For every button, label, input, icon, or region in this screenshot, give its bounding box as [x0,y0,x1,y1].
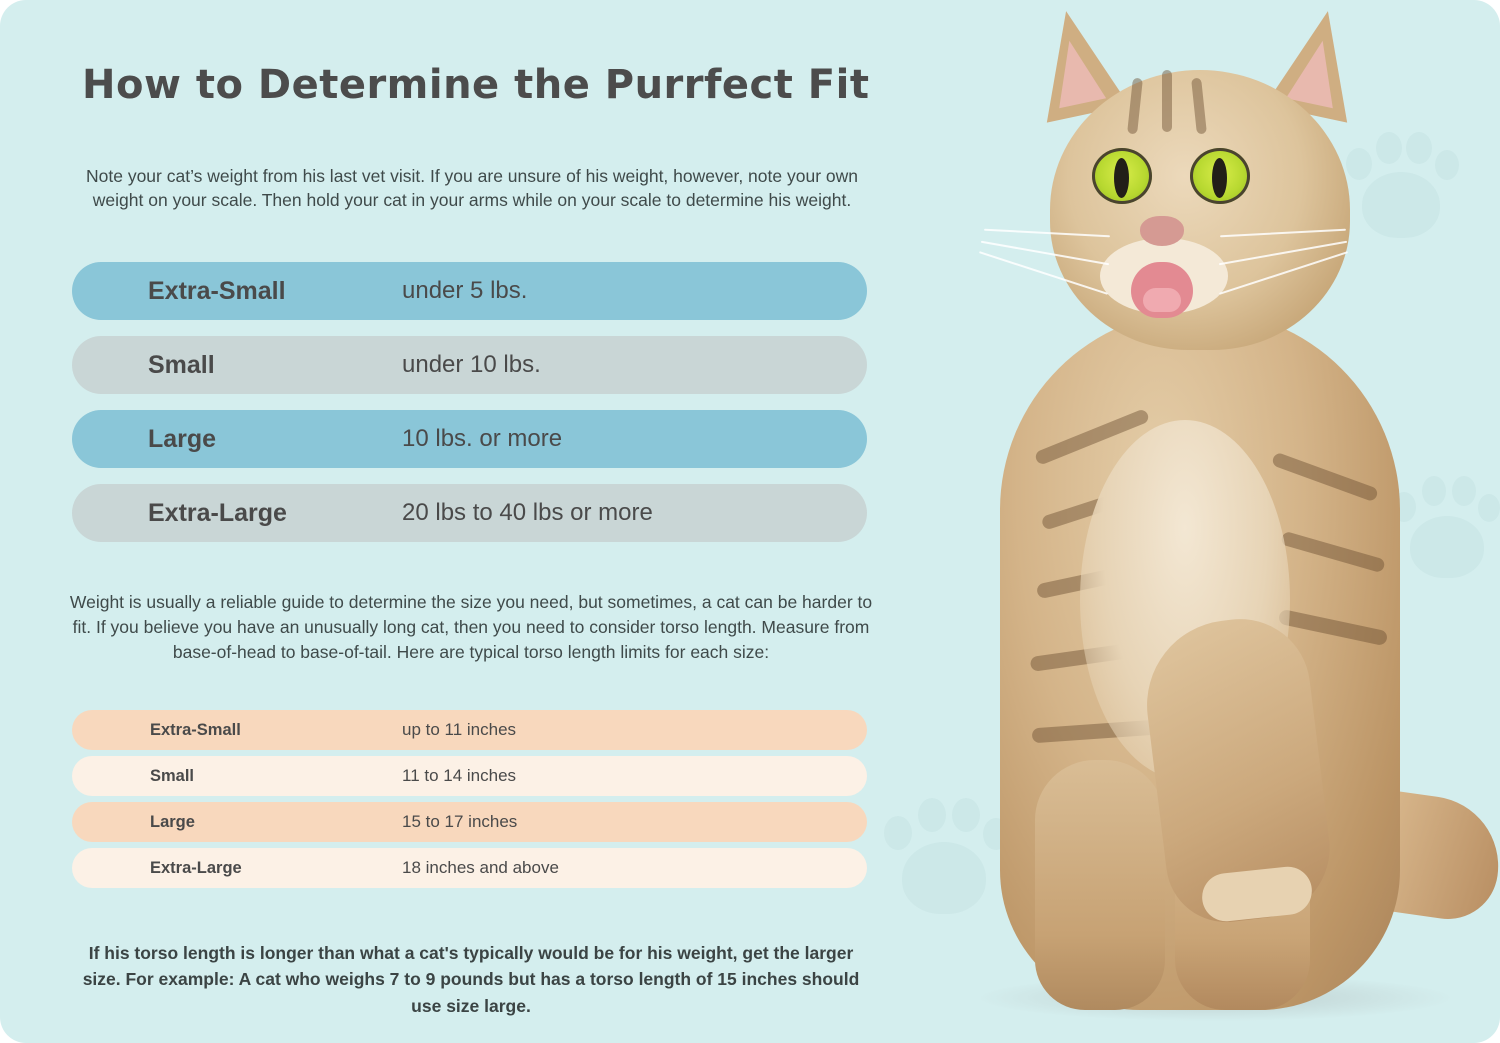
size-value: 15 to 17 inches [402,812,518,831]
cat-pupil-left [1114,158,1129,198]
size-label: Large [150,812,195,831]
size-label: Small [150,766,195,785]
size-label: Extra-Large [150,858,242,877]
cat-illustration [940,0,1500,1043]
cat-nose [1140,216,1184,246]
page-title: How to Determine the Purrfect Fit [82,62,870,108]
size-label: Small [148,350,215,379]
size-value: 10 lbs. or more [402,425,563,452]
table-row [72,802,867,842]
table-row [72,484,867,542]
weight-size-table [72,262,867,558]
table-row [72,756,867,796]
table-row [72,262,867,320]
size-label: Large [148,424,217,453]
size-label: Extra-Large [148,498,287,527]
cat-pupil-right [1212,158,1227,198]
size-label: Extra-Small [150,720,241,739]
size-value: 11 to 14 inches [402,766,517,785]
intro-paragraph: Note your cat’s weight from his last vet visit. If you are unsure of his weight, however, note your own weight on your scale. Then hold your cat in your arms while on your scale to determine his weight. [86,165,858,211]
torso-length-table [72,710,867,894]
size-value: 18 inches and above [402,858,559,877]
size-value: 20 lbs to 40 lbs or more [402,499,653,526]
table-row [72,410,867,468]
cat-photo [940,0,1500,1043]
cat-tongue [1143,288,1181,312]
cat-front-leg-left [1035,760,1165,1010]
table-row [72,336,867,394]
torso-note-paragraph: Weight is usually a reliable guide to determine the size you need, but sometimes, a cat can be harder to fit. If you believe you have an unusually long cat, then you need to consider torso length. Measure from base-of-head to base-of-tail. Here are typical torso length limits for each size: [69,591,873,663]
table-row [72,710,867,750]
footer-paragraph: If his torso length is longer than what a cat's typically would be for his weight, get the larger size. For example: A cat who weighs 7 to 9 pounds but has a torso length of 15 inches should use size large. [82,942,860,1016]
table-row [72,848,867,888]
size-value: up to 11 inches [402,720,517,739]
size-value: under 10 lbs. [402,351,541,378]
size-label: Extra-Small [148,276,286,305]
size-value: under 5 lbs. [402,277,528,304]
